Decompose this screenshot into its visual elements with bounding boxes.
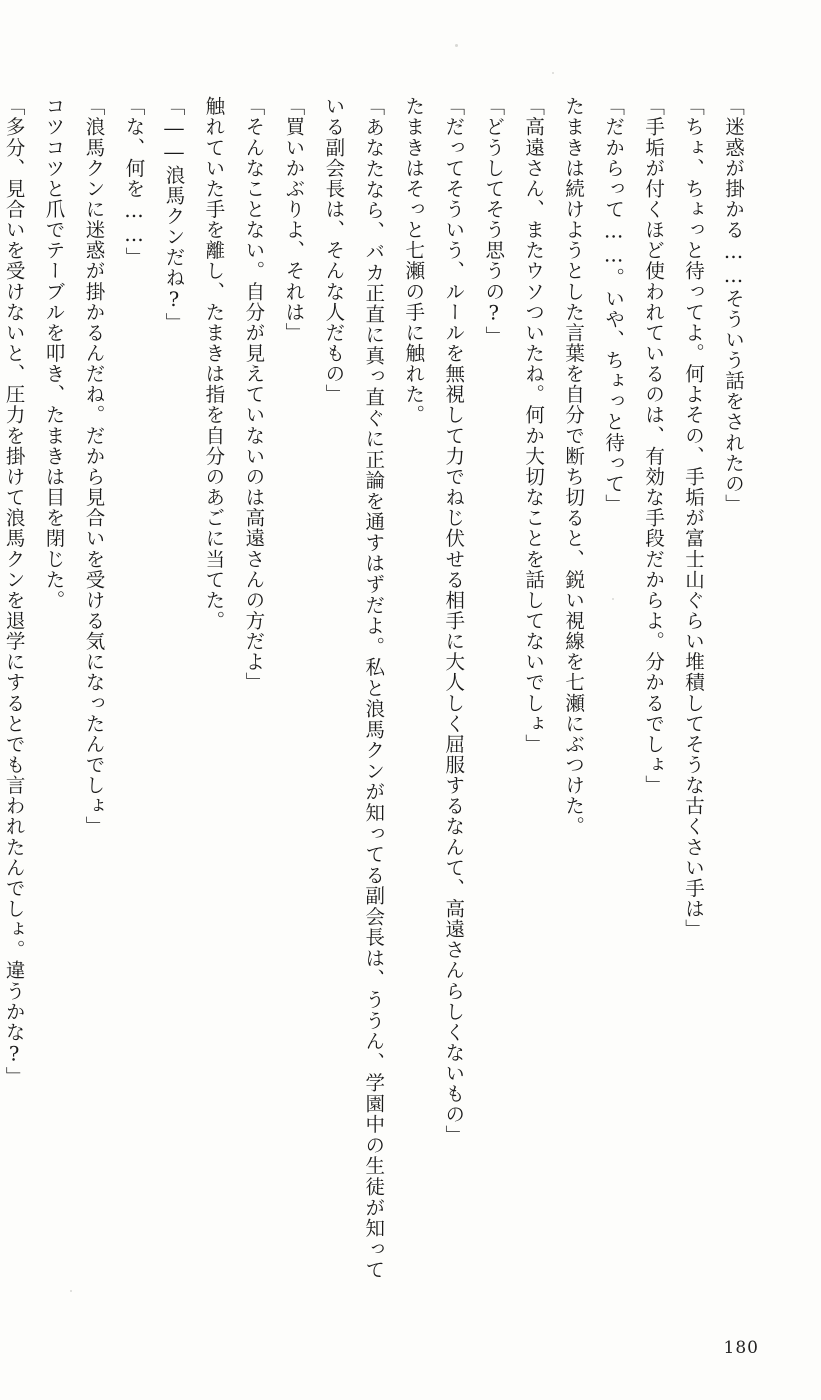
paragraph: コツコツと爪でテーブルを叩き、たまきは目を閉じた。 [42, 96, 66, 611]
paragraph: 「だからって……。いや、ちょっと待って」 [602, 96, 626, 515]
paragraph: 「な、何を……」 [122, 96, 146, 268]
paragraph: 触れていた手を離し、たまきは指を自分のあごに当てた。 [202, 96, 226, 631]
scan-speck [552, 72, 554, 74]
paragraph: 「買いかぶりよ、それは」 [282, 96, 306, 343]
paragraph: 「だってそういう、ルールを無視して力でねじ伏せる相手に大人しく屈服するなんて、高遠さんらしくないもの」 [442, 96, 466, 1146]
page-number: 180 [723, 1338, 759, 1358]
paragraph: 「迷惑が掛かる……そういう話をされたの」 [722, 96, 745, 515]
paragraph: 「あなたなら、バカ正直に真っ直ぐに正論を通すはずだよ。私と浪馬クンが知ってる副会長は、ううん、学園中の生徒が知っている副会長は、そんな人だもの」 [322, 96, 386, 1280]
paragraph: 「ちょ、ちょっと待ってよ。何よその、手垢が富士山ぐらい堆積してそうな古くさい手は」 [682, 96, 706, 940]
novel-body-text [2, 96, 753, 1280]
paragraph: たまきはそっと七瀬の手に触れた。 [402, 96, 426, 426]
paragraph: 「どうしてそう思うの?」 [482, 96, 506, 347]
paragraph: 「そんなことない。自分が見えていないのは高遠さんの方だよ」 [242, 96, 266, 693]
paragraph: たまきは続けようとした言葉を自分で断ち切ると、鋭い視線を七瀬にぶつけた。 [562, 96, 586, 837]
paragraph: 「浪馬クンに迷惑が掛かるんだね。だから見合いを受ける気になったんでしょ」 [82, 96, 106, 837]
scan-speck [70, 1290, 72, 1292]
paragraph: 「手垢が付くほど使われているのは、有効な手段だからよ。分かるでしょ」 [642, 96, 666, 796]
paragraph: 「――浪馬クンだね?」 [162, 96, 186, 333]
paragraph: 「高遠さん、またウソついたね。何か大切なことを話してないでしょ」 [522, 96, 546, 755]
scan-speck [455, 44, 458, 47]
paragraph: 「多分、見合いを受けないと、圧力を掛けて浪馬クンを退学にするとでも言われたんでしょ。違うかな?」 [2, 96, 26, 1087]
